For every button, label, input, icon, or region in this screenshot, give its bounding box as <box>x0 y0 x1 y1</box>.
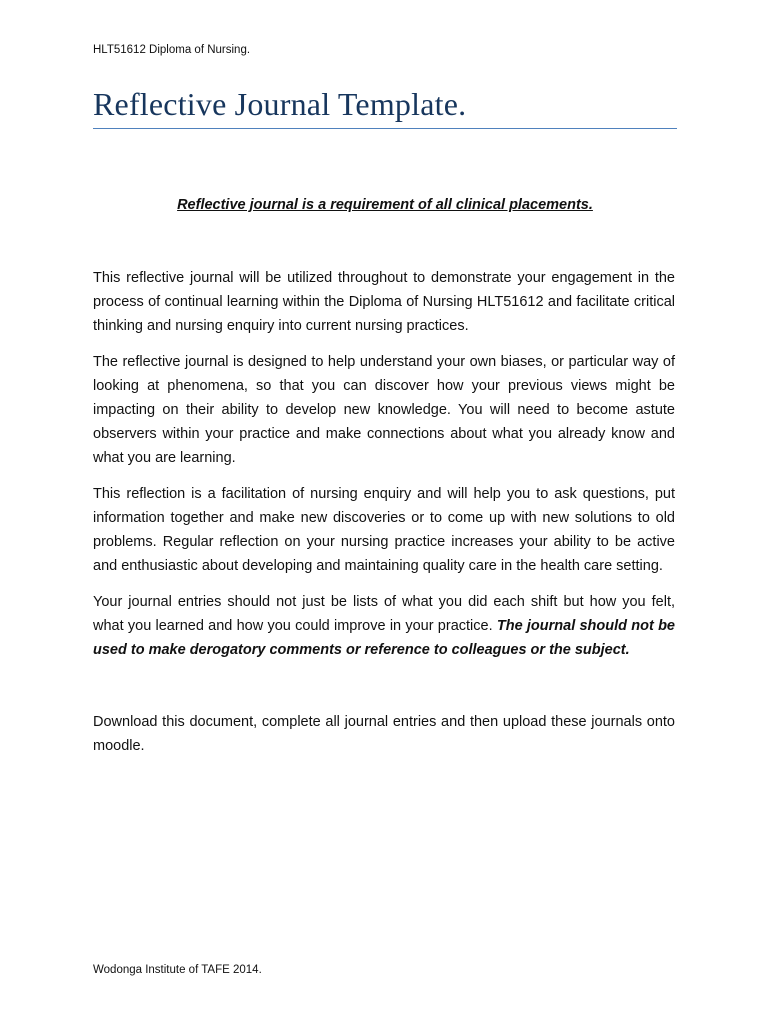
page-footer: Wodonga Institute of TAFE 2014. <box>93 964 262 976</box>
title-divider <box>93 128 677 129</box>
page-title: Reflective Journal Template. <box>93 86 467 122</box>
paragraph-purpose: This reflective journal will be utilized throughout to demonstrate your engagement in the process of continual learning within the Diploma of Nursing HLT51612 and facilitate critical thinking and nursing enquiry into current nursing practices. <box>93 270 675 334</box>
paragraph-entries-text: Your journal entries should not just be lists of what you did each shift but how you felt, what you learned and how you could improve in your practice. <box>93 594 675 634</box>
paragraph-entries <box>93 590 675 662</box>
paragraph-instructions: Download this document, complete all journal entries and then upload these journals onto moodle. <box>93 714 675 754</box>
conduct-warning: The journal should not be used to make derogatory comments or reference to colleagues or the subject. <box>93 618 675 658</box>
document-body <box>93 266 675 770</box>
paragraph-enquiry: This reflection is a facilitation of nursing enquiry and will help you to ask questions, put information together and make new discoveries or to come up with new solutions to old problems. Regular reflection on your nursing practice increases your ability to be active and enthusiastic about developing and maintaining quality care in the health care setting. <box>93 486 675 574</box>
page-header: HLT51612 Diploma of Nursing. <box>93 44 251 56</box>
requirement-subtitle: Reflective journal is a requirement of all clinical placements. <box>177 197 593 213</box>
paragraph-design: The reflective journal is designed to help understand your own biases, or particular way of looking at phenomena, so that you can discover how your previous views might be impacting on their ability to develop new knowledge. You will need to become astute observers within your practice and make connections about what you already know and what you are learning. <box>93 354 675 466</box>
